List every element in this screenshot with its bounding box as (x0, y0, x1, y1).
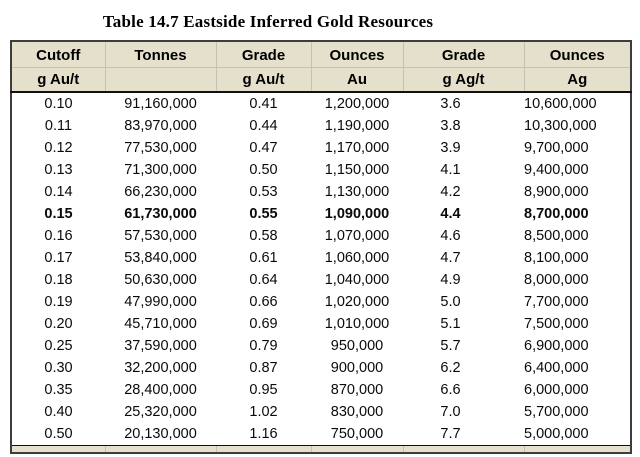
table-row (11, 357, 631, 379)
column-unit-ounces-ag: Ag (524, 68, 631, 93)
column-header-tonnes: Tonnes (105, 41, 216, 68)
table-cell: 750,000 (311, 423, 403, 446)
table-cell: 77,530,000 (105, 137, 216, 159)
column-header-grade-au: Grade (216, 41, 311, 68)
footer-strip-cell (11, 446, 105, 454)
table-title: Table 14.7 Eastside Inferred Gold Resources (102, 12, 434, 31)
table-cell: 1.02 (216, 401, 311, 423)
column-unit-grade-ag: g Ag/t (403, 68, 524, 93)
column-unit-ounces-au: Au (311, 68, 403, 93)
table-cell: 1,190,000 (311, 115, 403, 137)
table-cell: 20,130,000 (105, 423, 216, 446)
table-cell: 4.1 (403, 159, 524, 181)
table-cell: 0.35 (11, 379, 105, 401)
table-cell: 1,090,000 (311, 203, 403, 225)
table-row (11, 181, 631, 203)
table-cell: 5.0 (403, 291, 524, 313)
table-cell: 950,000 (311, 335, 403, 357)
table-cell: 0.19 (11, 291, 105, 313)
table-cell: 32,200,000 (105, 357, 216, 379)
table-cell: 0.41 (216, 92, 311, 115)
table-cell: 6,000,000 (524, 379, 631, 401)
table-row (11, 401, 631, 423)
table-cell: 28,400,000 (105, 379, 216, 401)
table-cell: 25,320,000 (105, 401, 216, 423)
column-header-grade-ag: Grade (403, 41, 524, 68)
table-cell: 4.9 (403, 269, 524, 291)
table-cell: 10,300,000 (524, 115, 631, 137)
table-cell: 1,130,000 (311, 181, 403, 203)
table-cell: 7.7 (403, 423, 524, 446)
table-cell: 1,040,000 (311, 269, 403, 291)
table-cell: 8,500,000 (524, 225, 631, 247)
table-row (11, 379, 631, 401)
table-cell: 6,400,000 (524, 357, 631, 379)
table-cell: 5,000,000 (524, 423, 631, 446)
table-cell: 900,000 (311, 357, 403, 379)
column-unit-tonnes (105, 68, 216, 93)
table-cell: 71,300,000 (105, 159, 216, 181)
column-header-ounces-ag: Ounces (524, 41, 631, 68)
table-cell: 3.9 (403, 137, 524, 159)
table-cell: 0.11 (11, 115, 105, 137)
table-cell: 4.4 (403, 203, 524, 225)
table-row (11, 269, 631, 291)
table-row (11, 137, 631, 159)
table-cell: 0.87 (216, 357, 311, 379)
table-cell: 870,000 (311, 379, 403, 401)
footer-strip-row (11, 446, 631, 454)
column-header-cutoff: Cutoff (11, 41, 105, 68)
table-cell: 830,000 (311, 401, 403, 423)
table-cell: 0.66 (216, 291, 311, 313)
table-cell: 0.12 (11, 137, 105, 159)
table-cell: 4.7 (403, 247, 524, 269)
table-cell: 5.1 (403, 313, 524, 335)
table-cell: 0.30 (11, 357, 105, 379)
footer-strip-cell (524, 446, 631, 454)
table-cell: 4.6 (403, 225, 524, 247)
column-unit-cutoff: g Au/t (11, 68, 105, 93)
footer-strip-cell (216, 446, 311, 454)
table-cell: 0.95 (216, 379, 311, 401)
table-cell: 0.18 (11, 269, 105, 291)
table-cell: 1,020,000 (311, 291, 403, 313)
header-row-units-bottom (11, 68, 631, 93)
table-cell: 6,900,000 (524, 335, 631, 357)
table-cell: 0.15 (11, 203, 105, 225)
table-row (11, 115, 631, 137)
table-cell: 8,100,000 (524, 247, 631, 269)
column-unit-grade-au: g Au/t (216, 68, 311, 93)
table-cell: 0.25 (11, 335, 105, 357)
table-cell: 0.69 (216, 313, 311, 335)
table-cell: 0.13 (11, 159, 105, 181)
table-cell: 0.55 (216, 203, 311, 225)
table-cell: 0.20 (11, 313, 105, 335)
table-row (11, 335, 631, 357)
table-cell: 10,600,000 (524, 92, 631, 115)
table-cell: 0.14 (11, 181, 105, 203)
table-cell: 61,730,000 (105, 203, 216, 225)
table-row (11, 423, 631, 446)
table-cell: 37,590,000 (105, 335, 216, 357)
table-row (11, 225, 631, 247)
table-cell: 8,900,000 (524, 181, 631, 203)
table-cell: 1,150,000 (311, 159, 403, 181)
table-row (11, 159, 631, 181)
table-cell: 0.53 (216, 181, 311, 203)
table-body (11, 92, 631, 446)
footer-strip-cell (311, 446, 403, 454)
table-cell: 3.8 (403, 115, 524, 137)
table-cell: 50,630,000 (105, 269, 216, 291)
table-cell: 1,010,000 (311, 313, 403, 335)
table-cell: 7.0 (403, 401, 524, 423)
table-cell: 8,000,000 (524, 269, 631, 291)
table-cell: 1,170,000 (311, 137, 403, 159)
table-cell: 5.7 (403, 335, 524, 357)
table-cell: 1.16 (216, 423, 311, 446)
table-cell: 0.50 (11, 423, 105, 446)
table-cell: 0.79 (216, 335, 311, 357)
footer-strip-cell (105, 446, 216, 454)
table-cell: 7,500,000 (524, 313, 631, 335)
table-row-highlighted (11, 203, 631, 225)
table-row (11, 247, 631, 269)
table-cell: 0.40 (11, 401, 105, 423)
table-cell: 1,060,000 (311, 247, 403, 269)
table-cell: 4.2 (403, 181, 524, 203)
table-cell: 8,700,000 (524, 203, 631, 225)
table-cell: 0.50 (216, 159, 311, 181)
column-header-ounces-au: Ounces (311, 41, 403, 68)
table-cell: 91,160,000 (105, 92, 216, 115)
table-cell: 9,400,000 (524, 159, 631, 181)
table-cell: 66,230,000 (105, 181, 216, 203)
table-header (11, 41, 631, 92)
table-cell: 0.17 (11, 247, 105, 269)
table-cell: 0.58 (216, 225, 311, 247)
table-cell: 1,070,000 (311, 225, 403, 247)
table-cell: 45,710,000 (105, 313, 216, 335)
table-cell: 83,970,000 (105, 115, 216, 137)
header-row-units-top (11, 41, 631, 68)
table-cell: 57,530,000 (105, 225, 216, 247)
table-cell: 0.64 (216, 269, 311, 291)
footer-strip-cell (403, 446, 524, 454)
table-footer-strip (11, 446, 631, 454)
table-cell: 3.6 (403, 92, 524, 115)
table-cell: 0.16 (11, 225, 105, 247)
table-cell: 0.44 (216, 115, 311, 137)
table-cell: 0.47 (216, 137, 311, 159)
table-cell: 0.10 (11, 92, 105, 115)
table-cell: 6.6 (403, 379, 524, 401)
table-row (11, 291, 631, 313)
table-cell: 5,700,000 (524, 401, 631, 423)
table-cell: 53,840,000 (105, 247, 216, 269)
table-cell: 0.61 (216, 247, 311, 269)
table-cell: 9,700,000 (524, 137, 631, 159)
table-row (11, 313, 631, 335)
table-row (11, 92, 631, 115)
table-cell: 47,990,000 (105, 291, 216, 313)
table-cell: 6.2 (403, 357, 524, 379)
gold-resources-table (10, 40, 632, 454)
table-cell: 7,700,000 (524, 291, 631, 313)
table-cell: 1,200,000 (311, 92, 403, 115)
